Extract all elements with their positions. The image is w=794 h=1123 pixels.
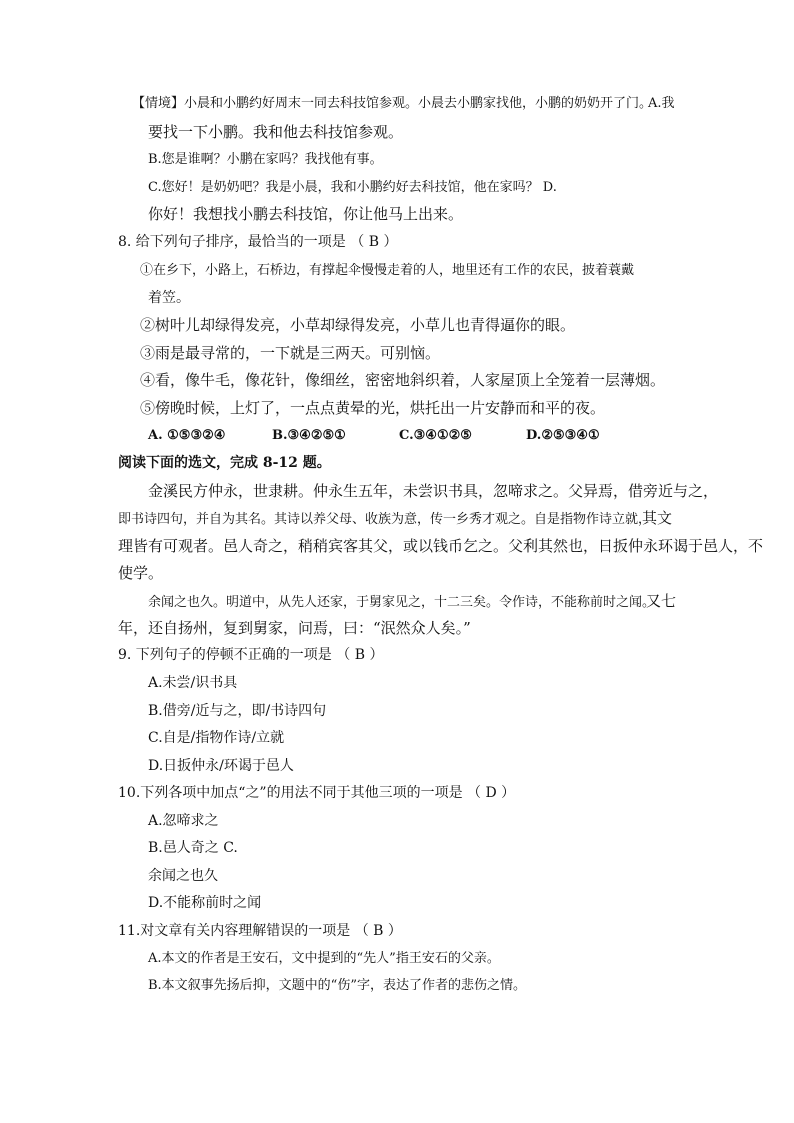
q10-stem: 10.下列各项中加点“之”的用法不同于其他三项的一项是 （ D ） — [118, 785, 516, 801]
q8-sentence-1: ①在乡下，小路上，石桥边，有撑起伞慢慢走着的人，地里还有工作的农民，披着蓑戴 — [140, 263, 635, 278]
scenario-line-5: 你好！我想找小鹏去科技馆，你让他马上出来。 — [148, 205, 464, 223]
q11-option-b: B.本文叙事先扬后抑，文题中的“伤”字，表达了作者的悲伤之情。 — [148, 978, 526, 993]
q9-stem: 9. 下列句子的停顿不正确的一项是 （ B ） — [118, 647, 384, 663]
q10-option-d: D.不能称前时之闻 — [148, 895, 262, 911]
q9-option-b: B.借旁/近与之，即/书诗四句 — [148, 703, 327, 719]
passage-line: 余闻之也久。明道中，从先人还家，于舅家见之，十二三矣。令作诗，不能称前时之闻。 — [148, 595, 656, 610]
passage-line-tail: 其文 — [642, 509, 673, 527]
q10-option-b: B.邑人奇之 C. — [148, 840, 238, 856]
passage-line: 使学。 — [118, 564, 164, 582]
q8-sentence-1-cont: 着笠。 — [148, 290, 190, 306]
scenario-line-2: 要找一下小鹏。我和他去科技馆参观。 — [148, 123, 404, 141]
q8-sentence-4: ④看，像牛毛，像花针，像细丝，密密地斜织着，人家屋顶上全笼着一层薄烟。 — [140, 371, 666, 389]
q9-option-c: C.自是/指物作诗/立就 — [148, 730, 285, 746]
scenario-line-4: C.您好！是奶奶吧？我是小晨，我和小鹏约好去科技馆，他在家吗？ D. — [148, 180, 557, 195]
q11-option-a: A.本文的作者是王安石，文中提到的“先人”指王安石的父亲。 — [148, 951, 500, 966]
q8-option-b: B.③④②⑤① — [272, 428, 346, 443]
passage-line: 年，还自扬州，复到舅家，问焉，曰：“泯然众人矣。” — [118, 619, 471, 637]
q8-stem: 8. 给下列句子排序，最恰当的一项是 （ B ） — [118, 234, 398, 250]
q8-option-a: A. ①⑤③②④ — [148, 428, 226, 443]
q11-stem: 11.对文章有关内容理解错误的一项是 （ B ） — [118, 923, 402, 939]
q8-sentence-5: ⑤傍晚时候，上灯了，一点点黄晕的光，烘托出一片安静而和平的夜。 — [140, 399, 606, 417]
q8-sentence-2: ②树叶儿却绿得发亮，小草却绿得发亮，小草儿也青得逼你的眼。 — [140, 316, 576, 334]
q8-sentence-3: ③雨是最寻常的，一下就是三两天。可别恼。 — [140, 344, 441, 362]
scenario-line-1: 【情境】小晨和小鹏约好周末一同去科技馆参观。小晨去小鹏家找他，小鹏的奶奶开了门。 — [132, 96, 653, 111]
q9-option-a: A.未尝/识书具 — [148, 675, 238, 691]
reading-heading: 阅读下面的选文，完成 8-12 题。 — [118, 455, 331, 471]
passage-line-tail: 又七 — [646, 592, 677, 610]
passage-line: 即书诗四句，并自为其名。其诗以养父母、收族为意，传一乡秀才观之。自是指物作诗立就， — [118, 512, 652, 527]
passage-line: 理皆有可观者。邑人奇之，稍稍宾客其父，或以钱币乞之。父利其然也，日扳仲永环谒于邑人，不 — [118, 537, 764, 555]
q8-option-c: C.③④①②⑤ — [399, 428, 472, 443]
q10-option-c: 余闻之也久 — [148, 868, 218, 884]
passage-line: 金溪民方仲永，世隶耕。仲永生五年，未尝识书具，忽啼求之。父异焉，借旁近与之， — [148, 482, 719, 500]
option-a-label: A.我 — [648, 96, 675, 111]
q10-option-a: A.忽啼求之 — [148, 813, 219, 829]
q9-option-d: D.日扳仲永/环谒于邑人 — [148, 758, 294, 774]
q8-option-d: D.②⑤③④① — [526, 428, 600, 443]
scenario-line-3: B.您是谁啊？小鹏在家吗？我找他有事。 — [148, 152, 383, 167]
